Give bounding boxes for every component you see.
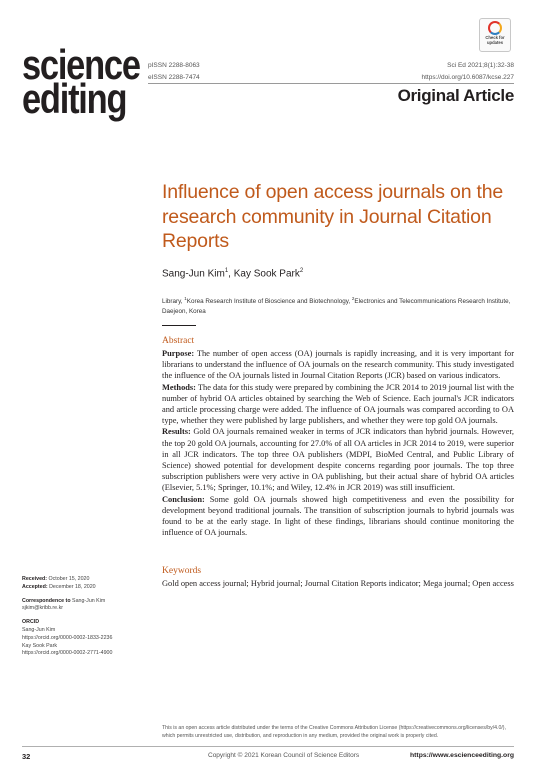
- results-label: Results:: [162, 427, 191, 437]
- orcid-name: Kay Sook Park: [22, 642, 58, 649]
- check-updates-icon: [488, 21, 502, 35]
- methods-text: The data for this study were prepared by combining the JCR 2014 to 2019 journal list with the number of hybrid OA articles obtained by searching the Web of Science. Each journal's JCR indicators and article processing charge were added. The influence of OA journals was compared according to OA type, whether they were published by large publishers, and whether they were top gold OA journals.: [162, 382, 515, 426]
- journal-logo: [22, 41, 140, 122]
- affiliation-1: Korea Research Institute of Bioscience and Biotechnology,: [186, 298, 352, 306]
- issn-block: [148, 60, 200, 84]
- header-divider: [148, 83, 514, 84]
- abstract-heading: Abstract: [162, 336, 195, 346]
- pissn: pISSN 2288-8063: [148, 62, 200, 69]
- author-separator: ,: [228, 268, 234, 280]
- citation-block: [421, 60, 514, 84]
- accepted-value: December 18, 2020: [47, 583, 96, 590]
- author-affil-mark: 1: [224, 268, 229, 274]
- article-info-sidebar: [22, 576, 150, 658]
- results-text: Gold OA journals remained weaker in terms of JCR indicators than hybrid journals. However, the top 20 gold OA journals, accounting for 27.0% of all OA articles in JCR 2014 to 2019, were superior in all JCR indicators. The top three OA publishers (MDPI, BioMed Central, and Public Library of Science) showed potential for development despite concerns regarding poor journals. The top three subscription publishers were very active in OA publishing, but their actual share of hybrid OA articles (Elsevier, 5.1%; Springer, 10.1%; and Wiley, 12.4% in JCR 2019) was still insufficient.: [162, 427, 514, 493]
- keywords-heading: Keywords: [162, 566, 202, 576]
- abstract-conclusion: [162, 494, 514, 539]
- eissn: eISSN 2288-7474: [148, 74, 200, 81]
- purpose-label: Purpose:: [162, 349, 195, 358]
- footer-divider: [22, 746, 514, 747]
- doi-link[interactable]: https://doi.org/10.6087/kcse.227: [421, 74, 514, 81]
- author-name: Sang-Jun Kim: [162, 268, 225, 280]
- conclusion-text: Some gold OA journals showed high competitiveness and even the possibility for development beyond traditional journals. The transition of subscription journals to hybrid journals was found to be at the early stage. In light of these findings, librarians should continue monitoring the influence of OA journals.: [162, 494, 514, 538]
- orcid-link[interactable]: https://orcid.org/0000-0002-1833-2236: [22, 634, 113, 641]
- logo-line-1: science: [22, 41, 140, 88]
- correspondence: [22, 598, 150, 606]
- author-affil-mark: 2: [299, 268, 304, 274]
- affiliation-2: Electronics and Telecommunications Research Institute, Daejeon, Korea: [162, 298, 511, 316]
- purpose-text: The number of open access (OA) journals is rapidly increasing, and it is very important for librarians to understand the influence of OA journals on the research community. This study investigated the influence of the OA journals listed in Journal Citation Reports (JCR) based on various indicators.: [162, 349, 514, 381]
- license-notice: This is an open access article distributed under the terms of the Creative Commons Attribution License (https://creativecommons.org/licenses/by/4.0/), which permits unrestricted use, distribution, and reproduction in any medium, provided the original work is properly cited.: [162, 725, 506, 739]
- affiliations: [162, 294, 517, 317]
- orcid-name: Sang-Jun Kim: [22, 626, 56, 633]
- abstract-body: [162, 348, 514, 538]
- keywords-text: Gold open access journal; Hybrid journal; Journal Citation Reports indicator; Mega journal; Open access: [162, 579, 514, 588]
- abstract-results: [162, 426, 514, 493]
- affil-mark: 1: [184, 296, 187, 301]
- orcid-label: ORCID: [22, 619, 40, 626]
- accepted-label: Accepted:: [22, 583, 48, 590]
- received-date: [22, 576, 150, 584]
- accepted-date: [22, 584, 150, 592]
- affil-mark: 2: [351, 296, 355, 301]
- author-name: Kay Sook Park: [233, 268, 300, 280]
- badge-line-1: Check for: [485, 35, 505, 40]
- citation: Sci Ed 2021;8(1):32-38: [447, 62, 514, 69]
- correspondence-email[interactable]: sjkim@kribb.re.kr: [22, 605, 63, 612]
- article-title: Influence of open access journals on the research community in Journal Citation Reports: [162, 181, 504, 252]
- correspondence-label: Correspondence to: [22, 597, 71, 604]
- abstract-methods: [162, 382, 514, 427]
- methods-label: Methods:: [162, 382, 196, 392]
- author-list: [162, 268, 303, 279]
- article-type: Original Article: [397, 86, 514, 105]
- orcid-link[interactable]: https://orcid.org/0000-0002-2771-4900: [22, 650, 113, 657]
- section-divider: [162, 325, 196, 326]
- logo-line-2: editing: [22, 75, 127, 122]
- conclusion-label: Conclusion:: [162, 494, 205, 504]
- page-number: 32: [22, 752, 31, 761]
- correspondence-name: Sang-Jun Kim: [70, 597, 106, 604]
- check-for-updates-badge[interactable]: [479, 18, 511, 52]
- received-label: Received:: [22, 576, 48, 582]
- copyright-notice: Copyright © 2021 Korean Council of Science Editors: [208, 752, 360, 759]
- journal-website-link[interactable]: https://www.escienceediting.org: [410, 752, 514, 759]
- badge-line-2: updates: [486, 40, 504, 45]
- received-value: October 15, 2020: [47, 576, 90, 582]
- abstract-purpose: [162, 348, 514, 382]
- affil-prefix: Library,: [162, 298, 185, 306]
